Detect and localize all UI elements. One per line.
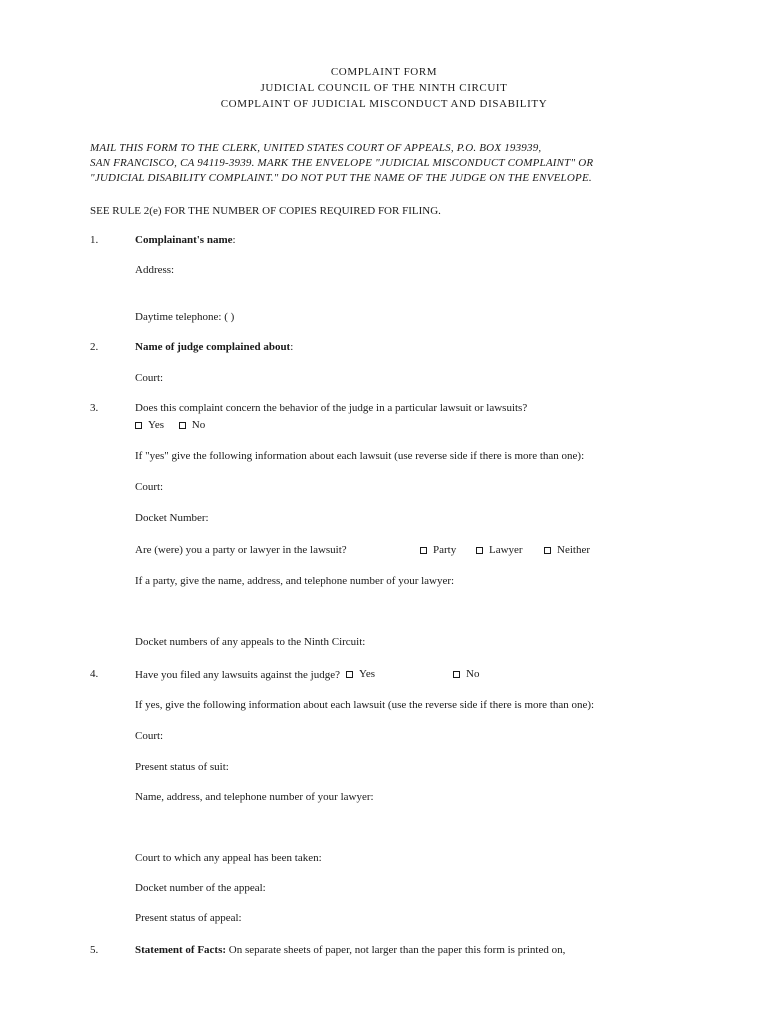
- if-yes-instructions: If "yes" give the following information about each lawsuit (use reverse side if there is more than one):: [135, 450, 585, 462]
- s3-no-label: No: [191, 419, 206, 431]
- s4-court-field[interactable]: Court:: [135, 730, 164, 742]
- appeal-docket-field[interactable]: Docket number of the appeal:: [135, 882, 266, 894]
- s4-yes-label: Yes: [358, 668, 375, 680]
- party-checkbox[interactable]: [420, 544, 456, 558]
- see-rule-note: SEE RULE 2(e) FOR THE NUMBER OF COPIES REQUIRED FOR FILING.: [90, 205, 441, 217]
- judge-name-colon: :: [290, 341, 294, 353]
- s3-no-checkbox[interactable]: [179, 419, 205, 432]
- neither-label: Neither: [557, 544, 590, 556]
- complainant-name-field[interactable]: [135, 234, 236, 247]
- section-1-number: 1.: [90, 234, 99, 246]
- judge-name-field[interactable]: [135, 341, 293, 354]
- section-2-number: 2.: [90, 341, 99, 353]
- section-5-number: 5.: [90, 944, 99, 956]
- s4-yes-checkbox[interactable]: [346, 668, 375, 681]
- instructions-line-1: MAIL THIS FORM TO THE CLERK, UNITED STATES COURT OF APPEALS, P.O. BOX 193939,: [90, 142, 542, 154]
- form-title: COMPLAINT FORM: [330, 66, 438, 78]
- lawsuits-question-text: Have you filed any lawsuits against the judge?: [135, 669, 340, 681]
- statement-of-facts: [135, 944, 565, 957]
- instructions-line-2: SAN FRANCISCO, CA 94119-3939. MARK THE ENVELOPE "JUDICIAL MISCONDUCT COMPLAINT" OR: [90, 157, 594, 169]
- party-lawyer-info-field[interactable]: If a party, give the name, address, and telephone number of your lawyer:: [135, 575, 455, 587]
- section-4-number: 4.: [90, 668, 99, 680]
- party-or-lawyer-question: Are (were) you a party or lawyer in the lawsuit?: [135, 544, 347, 556]
- lawsuit-court-field[interactable]: Court:: [135, 481, 164, 493]
- form-council: JUDICIAL COUNCIL OF THE NINTH CIRCUIT: [260, 82, 508, 94]
- appeal-court-field[interactable]: Court to which any appeal has been taken:: [135, 852, 322, 864]
- section-3-number: 3.: [90, 402, 99, 414]
- checkbox-icon: [544, 547, 551, 554]
- s4-no-label: No: [466, 668, 480, 680]
- party-label: Party: [433, 544, 457, 556]
- checkbox-icon: [453, 671, 460, 678]
- ninth-circuit-appeals-field[interactable]: Docket numbers of any appeals to the Ninth Circuit:: [135, 636, 366, 648]
- lawyer-checkbox[interactable]: [476, 544, 523, 558]
- checkbox-icon: [420, 547, 427, 554]
- lawsuit-behavior-question: Does this complaint concern the behavior of the judge in a particular lawsuit or lawsuits?: [135, 402, 528, 414]
- appeal-status-field[interactable]: Present status of appeal:: [135, 912, 242, 924]
- statement-of-facts-text: On separate sheets of paper, not larger than the paper this form is printed on,: [226, 944, 566, 956]
- address-field[interactable]: Address:: [135, 264, 175, 276]
- complainant-name-colon: :: [232, 234, 236, 246]
- instructions-line-3: "JUDICIAL DISABILITY COMPLAINT." DO NOT PUT THE NAME OF THE JUDGE ON THE ENVELOPE.: [90, 172, 592, 184]
- neither-checkbox[interactable]: [544, 544, 590, 558]
- s4-no-checkbox[interactable]: [453, 668, 479, 682]
- judge-name-label: Name of judge complained about: [135, 341, 291, 353]
- s3-yes-checkbox[interactable]: [135, 419, 164, 432]
- docket-number-field[interactable]: Docket Number:: [135, 512, 209, 524]
- form-subtitle: COMPLAINT OF JUDICIAL MISCONDUCT AND DISABILITY: [220, 98, 548, 110]
- present-status-suit-field[interactable]: Present status of suit:: [135, 761, 229, 773]
- complainant-name-label: Complainant's name: [135, 234, 233, 246]
- checkbox-icon: [179, 422, 186, 429]
- s3-yes-label: Yes: [148, 419, 165, 431]
- your-lawyer-field[interactable]: Name, address, and telephone number of your lawyer:: [135, 791, 374, 803]
- checkbox-icon: [346, 671, 353, 678]
- checkbox-icon: [135, 422, 142, 429]
- lawyer-label: Lawyer: [489, 544, 523, 556]
- lawsuit-behavior-options: [135, 419, 205, 433]
- lawsuits-against-judge-question: [135, 668, 375, 682]
- daytime-telephone-field[interactable]: Daytime telephone: ( ): [135, 311, 235, 323]
- s4-if-yes-instructions: If yes, give the following information about each lawsuit (use the reverse side if there is more than one):: [135, 699, 595, 711]
- checkbox-icon: [476, 547, 483, 554]
- statement-of-facts-label: Statement of Facts:: [135, 944, 227, 956]
- judge-court-field[interactable]: Court:: [135, 372, 164, 384]
